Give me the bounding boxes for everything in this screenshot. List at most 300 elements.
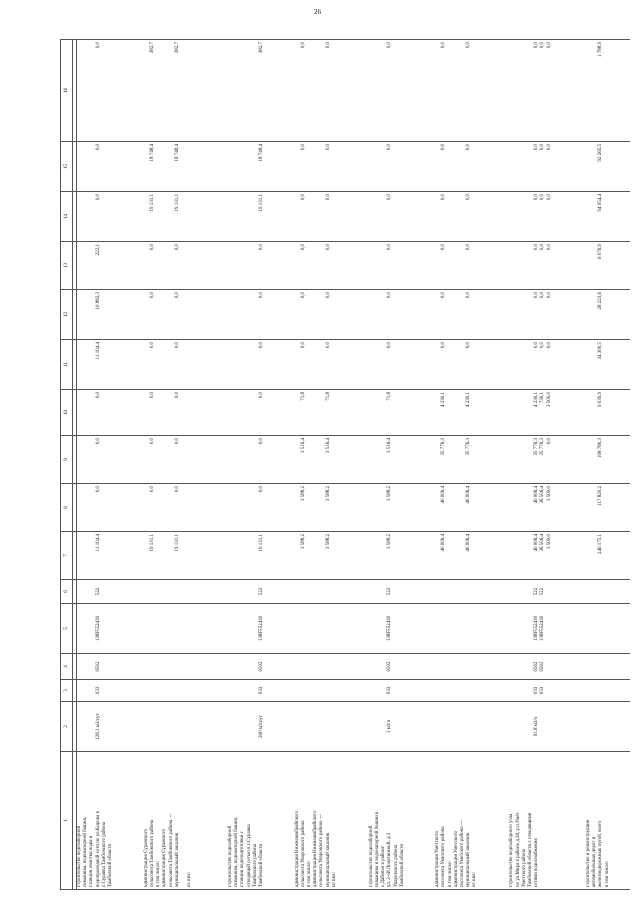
cell-line: в том числе: [156, 860, 162, 887]
value-cell [228, 290, 288, 340]
cell-line: 71,8 [387, 392, 393, 401]
cell-line: 19 131,1 [259, 194, 265, 212]
value-cell [77, 390, 138, 436]
cell-line: 19 131,1 [259, 534, 265, 552]
table-row [429, 40, 509, 890]
cell-line: 0,0 [546, 42, 552, 49]
value-cell [288, 40, 368, 142]
cell-line: 033 [540, 686, 546, 695]
value-cell [429, 436, 509, 484]
cell-line: 382,7 [150, 42, 155, 54]
column-header: 6 [61, 580, 73, 604]
value-cell [369, 340, 429, 390]
cell-line: 0,0 [95, 194, 101, 201]
cell-line: 0,0 [259, 342, 265, 349]
cell-line: 0,0 [540, 342, 546, 349]
cell-line: 138F552430 [534, 615, 540, 642]
value-cell [77, 702, 138, 752]
cell-line: 0,0 [325, 194, 331, 201]
cell-line: 35 776,3 [441, 438, 447, 456]
value-cell [288, 390, 368, 436]
cell-line: 94 054,4 [598, 194, 604, 212]
value-cell [429, 192, 509, 242]
cell-line: 0,0 [546, 342, 552, 349]
value-cell [77, 532, 138, 580]
value-cell [77, 192, 138, 242]
cell-line: администрация Суравского [162, 828, 168, 887]
value-cell [288, 192, 368, 242]
cell-line: строительство и реконструкция [585, 819, 591, 887]
cell-line: 0,0 [534, 144, 540, 151]
cell-line: 4 230,1 [534, 392, 540, 407]
cell-line: из них: [187, 871, 193, 887]
value-cell [228, 390, 288, 436]
value-cell [429, 702, 509, 752]
value-cell [288, 290, 368, 340]
value-cell [288, 604, 368, 654]
cell-line: 0502 [540, 661, 546, 672]
cell-line: 0,0 [325, 292, 331, 299]
cell-line: отводящей сетью в с.Суравка [246, 824, 252, 887]
value-cell [580, 340, 630, 390]
cell-line: 0,0 [466, 42, 472, 49]
table-row [288, 40, 368, 890]
value-cell [369, 436, 429, 484]
cell-line: 0,0 [534, 342, 540, 349]
value-cell [509, 390, 579, 436]
cell-line: 0,0 [546, 194, 552, 201]
value-cell [228, 680, 288, 702]
table-row [369, 40, 429, 890]
cell-line: скважины, водонапорной башни, [83, 816, 89, 887]
value-cell [429, 142, 509, 192]
cell-line: 1 м3/ч [387, 719, 393, 734]
cell-line: 36 506,4 [540, 534, 546, 552]
table-row [509, 40, 579, 890]
value-cell [429, 654, 509, 680]
cell-line: 033 [95, 686, 101, 695]
cell-line: в том числе: [306, 860, 312, 887]
column-header: 3 [61, 680, 73, 702]
cell-line: водопроводной сети по ул.Кирова в [95, 811, 101, 887]
cell-line: 6 076,9 [598, 244, 604, 259]
cell-line: 3 516,4 [300, 438, 306, 453]
value-cell [369, 290, 429, 340]
cell-line: 033 [387, 686, 393, 695]
value-cell [138, 242, 228, 290]
cell-line: железнодорожных путей, всего [598, 820, 604, 887]
cell-line: 0,0 [387, 42, 393, 49]
column-header: 4 [61, 654, 73, 680]
cell-line: Уметского района [521, 848, 527, 887]
cell-line: 0,0 [441, 42, 447, 49]
cell-line: 3 588,2 [325, 486, 331, 501]
value-cell [228, 484, 288, 532]
cell-line: 0,0 [150, 244, 155, 251]
value-cell [580, 604, 630, 654]
cell-line: 0,0 [300, 244, 306, 251]
value-cell [580, 192, 630, 242]
cell-line: ул. 2-ой Лопатинской, д.3 [387, 832, 393, 887]
cell-line: 71,8 [325, 392, 331, 401]
cell-line: 033 [259, 686, 265, 695]
cell-line: 0,0 [441, 342, 447, 349]
cell-line: муниципальный заказчик [325, 832, 331, 887]
cell-line: 200 м3/сут [259, 715, 265, 738]
cell-line: 35 776,3 [466, 438, 472, 456]
cell-line: 117 820,2 [598, 486, 604, 506]
value-cell [77, 142, 138, 192]
value-cell [369, 532, 429, 580]
table-row [580, 40, 630, 890]
value-cell [288, 484, 368, 532]
cell-line: 4 230,1 [441, 392, 447, 407]
value-cell [138, 680, 228, 702]
value-cell [580, 654, 630, 680]
cell-line: 18 748,4 [150, 144, 155, 162]
description-cell [228, 752, 288, 890]
rotated-page [60, 0, 640, 890]
cell-line: 35 776,3 [540, 438, 546, 456]
column-header: 9 [61, 436, 73, 484]
cell-line: строительство водозаборной [228, 825, 234, 887]
cell-line: 138F552430 [95, 615, 101, 642]
cell-line: 033 [534, 686, 540, 695]
column-header: 16 [61, 40, 73, 142]
cell-line: сетями водоснабжения [534, 838, 540, 887]
cell-line: скважины и водонапорной башни в [374, 811, 380, 887]
cell-line: 0,0 [466, 144, 472, 151]
cell-line: автомобильных дорог и [592, 836, 598, 887]
value-cell [580, 40, 630, 142]
value-cell [288, 702, 368, 752]
cell-line: из них: [472, 871, 478, 887]
cell-line: 92 265,5 [598, 144, 604, 162]
value-cell [429, 40, 509, 142]
cell-line: 0,0 [300, 292, 306, 299]
cell-line: 0,0 [300, 194, 306, 201]
value-cell [369, 680, 429, 702]
cell-line: сельсовета Тамбовского района [150, 819, 155, 887]
cell-line: 0,0 [95, 42, 101, 49]
value-cell [509, 702, 579, 752]
value-cell [138, 654, 228, 680]
cell-line: 0,0 [150, 438, 155, 445]
cell-line: 0,0 [174, 438, 180, 445]
cell-line: строительство водозаборной [77, 825, 82, 887]
value-cell [509, 532, 579, 580]
value-cell [429, 532, 509, 580]
cell-line: 138F552430 [540, 615, 546, 642]
value-cell [228, 340, 288, 390]
value-cell [580, 532, 630, 580]
cell-line: 138F552430 [387, 615, 393, 642]
value-cell [288, 654, 368, 680]
cell-line: 522 [534, 587, 540, 596]
cell-line: 0,0 [174, 292, 180, 299]
cell-line: 0,0 [546, 244, 552, 251]
cell-line: 19 131,1 [150, 534, 155, 552]
value-cell [509, 340, 579, 390]
cell-line: 382,7 [259, 42, 265, 54]
value-cell [288, 242, 368, 290]
value-cell [288, 580, 368, 604]
cell-line: 0,0 [441, 144, 447, 151]
value-cell [228, 604, 288, 654]
cell-line: сельсовета Уваровского района — [319, 814, 325, 887]
value-cell [369, 40, 429, 142]
value-cell [228, 702, 288, 752]
value-cell [580, 580, 630, 604]
cell-line: 40 006,4 [441, 486, 447, 504]
description-cell [580, 752, 630, 890]
value-cell [509, 484, 579, 532]
cell-line: 0,0 [387, 342, 393, 349]
value-cell [138, 436, 228, 484]
value-cell [77, 680, 138, 702]
value-cell [509, 580, 579, 604]
cell-line: 19 131,1 [174, 534, 180, 552]
cell-line: 0,0 [466, 244, 472, 251]
cell-line: строительство водозаборной [368, 825, 374, 887]
value-cell [509, 192, 579, 242]
cell-line: 35 776,3 [534, 438, 540, 456]
value-cell [228, 654, 288, 680]
value-cell [288, 142, 368, 192]
cell-line: 0,0 [174, 392, 180, 399]
cell-line: 91,8 м3/ч [534, 716, 540, 737]
cell-line: 0,0 [441, 292, 447, 299]
description-cell [369, 752, 429, 890]
cell-line: 0502 [95, 661, 101, 672]
value-cell [77, 290, 138, 340]
cell-line: 108 780,3 [598, 438, 604, 458]
table-row [228, 40, 288, 890]
cell-line: 0,0 [466, 342, 472, 349]
value-cell [138, 290, 228, 340]
cell-line: 0,0 [387, 194, 393, 201]
value-cell [138, 192, 228, 242]
cell-line: 3 500,0 [546, 534, 552, 549]
value-cell [429, 340, 509, 390]
value-cell [369, 484, 429, 532]
cell-line: 522 [387, 587, 393, 596]
value-cell [138, 532, 228, 580]
cell-line: 0,0 [466, 194, 472, 201]
cell-line: 9 039,9 [598, 392, 604, 407]
cell-line: Тамбовской области [108, 843, 114, 887]
cell-line: 40 006,4 [466, 486, 472, 504]
cell-line: 0,0 [387, 144, 393, 151]
cell-line: 34 300,5 [598, 342, 604, 360]
value-cell [509, 290, 579, 340]
value-cell [228, 192, 288, 242]
cell-line: 128,1 м3/сут [95, 713, 101, 740]
column-header: 2 [61, 702, 73, 752]
cell-line: 10 882,3 [95, 292, 101, 310]
value-cell [429, 290, 509, 340]
cell-line: 18 748,4 [259, 144, 265, 162]
cell-line: 40 006,4 [534, 534, 540, 552]
value-cell [138, 390, 228, 436]
cell-line: 0,0 [325, 144, 331, 151]
cell-line: 0,0 [150, 486, 155, 493]
value-cell [580, 242, 630, 290]
cell-line: 138F552430 [259, 615, 265, 642]
cell-line: 11 104,4 [95, 534, 101, 552]
cell-line: 0,0 [546, 438, 552, 445]
value-cell [369, 604, 429, 654]
column-header: 7 [61, 532, 73, 580]
cell-line: 0,0 [150, 292, 155, 299]
cell-line: 28 223,6 [598, 292, 604, 310]
cell-line: 522 [540, 587, 546, 596]
cell-line: 0,0 [259, 244, 265, 251]
cell-line: 3 588,2 [300, 486, 306, 501]
column-header: 10 [61, 390, 73, 436]
cell-line: 0,0 [325, 244, 331, 251]
cell-line: 19 131,1 [150, 194, 155, 212]
cell-line: 0,0 [546, 292, 552, 299]
cell-line: 0,0 [150, 342, 155, 349]
cell-line: 0,0 [174, 342, 180, 349]
column-header: 1 [61, 752, 73, 890]
table-row [77, 40, 138, 890]
cell-line: 0,0 [259, 438, 265, 445]
cell-line: 0,0 [534, 292, 540, 299]
cell-line: 1 788,9 [598, 42, 604, 57]
cell-line: 0,0 [259, 486, 265, 493]
cell-line: 0,0 [95, 144, 101, 151]
cell-line: 0,0 [441, 194, 447, 201]
value-cell [228, 40, 288, 142]
value-cell [138, 340, 228, 390]
value-cell [228, 532, 288, 580]
cell-line: муниципальный заказчик [174, 832, 180, 887]
value-cell [580, 290, 630, 340]
value-cell [77, 242, 138, 290]
cell-line: 0,0 [259, 292, 265, 299]
value-cell [369, 702, 429, 752]
value-cell [138, 580, 228, 604]
cell-line: 0,0 [95, 486, 101, 493]
value-cell [509, 40, 579, 142]
value-cell [288, 680, 368, 702]
column-header: 8 [61, 484, 73, 532]
value-cell [77, 654, 138, 680]
description-cell [288, 752, 368, 890]
cell-line: 19 131,1 [174, 194, 180, 212]
value-cell [580, 702, 630, 752]
value-cell [429, 604, 509, 654]
cell-line: 3 588,2 [325, 534, 331, 549]
value-cell [509, 142, 579, 192]
value-cell [429, 680, 509, 702]
description-cell [77, 752, 138, 890]
value-cell [509, 680, 579, 702]
cell-line: 40 006,4 [441, 534, 447, 552]
value-cell [369, 242, 429, 290]
cell-line: 0,0 [174, 486, 180, 493]
value-cell [369, 192, 429, 242]
value-cell [138, 142, 228, 192]
cell-line: в том числе: [447, 860, 453, 887]
cell-line: поссовета Уметского района — [460, 820, 465, 887]
page-number: 26 [314, 8, 321, 16]
cell-line: 0,0 [540, 292, 546, 299]
value-cell [580, 680, 630, 702]
cell-line: 0,0 [300, 342, 306, 349]
cell-line: 0502 [534, 661, 540, 672]
description-cell [429, 752, 509, 890]
value-cell [77, 40, 138, 142]
cell-line: 0,0 [325, 342, 331, 349]
value-cell [429, 390, 509, 436]
cell-line: 0,0 [534, 244, 540, 251]
cell-line: 246 175,1 [598, 534, 604, 554]
value-cell [369, 142, 429, 192]
value-cell [288, 436, 368, 484]
column-header: 12 [61, 290, 73, 340]
cell-line: строительство водозаборного узла [509, 813, 515, 887]
cell-line: Тамбовской области [399, 843, 405, 887]
value-cell [369, 580, 429, 604]
cell-line: 522 [95, 587, 101, 596]
cell-line: 3 516,4 [387, 438, 393, 453]
cell-line: 0,0 [534, 194, 540, 201]
cell-line: Уваровского района [393, 844, 399, 887]
cell-line: 0,0 [540, 144, 546, 151]
cell-line: по ул.Мира в районе д.28, р.п.Умёт [515, 812, 521, 887]
value-cell [580, 436, 630, 484]
cell-line: 0,0 [534, 42, 540, 49]
cell-line: с.Суравка Тамбовского района [101, 821, 107, 887]
value-cell [138, 40, 228, 142]
value-cell [228, 436, 288, 484]
cell-line: 0,0 [540, 194, 546, 201]
cell-line: 730,1 [540, 392, 546, 404]
cell-line: 40 006,4 [534, 486, 540, 504]
cell-line: 0,0 [150, 392, 155, 399]
cell-line: скважины, водонапорной башни, [234, 816, 240, 887]
column-header: 14 [61, 192, 73, 242]
cell-line: 522 [259, 587, 265, 596]
cell-line: 3 500,0 [546, 486, 552, 501]
cell-line: станции водоподготовки с [240, 831, 246, 887]
description-cell [509, 752, 579, 890]
cell-line: 36 506,4 [540, 486, 546, 504]
cell-line: администрация Уметского [435, 830, 441, 887]
value-cell [77, 580, 138, 604]
cell-line: 0,0 [300, 42, 306, 49]
cell-line: 0,0 [466, 292, 472, 299]
value-cell [288, 340, 368, 390]
cell-line: 0,0 [325, 42, 331, 49]
cell-line: Тамбовской области с отводящими [527, 812, 533, 887]
value-cell [138, 604, 228, 654]
cell-line: Тамбовской области [259, 843, 265, 887]
cell-line: 0,0 [259, 392, 265, 399]
cell-line: 0,0 [546, 144, 552, 151]
value-cell [429, 484, 509, 532]
cell-line: 0,0 [174, 244, 180, 251]
cell-line: станции очистки воды и [89, 835, 95, 887]
value-cell [509, 242, 579, 290]
value-cell [228, 142, 288, 192]
column-header: 11 [61, 340, 73, 390]
value-cell [228, 580, 288, 604]
cell-line: 3 516,4 [325, 438, 331, 453]
